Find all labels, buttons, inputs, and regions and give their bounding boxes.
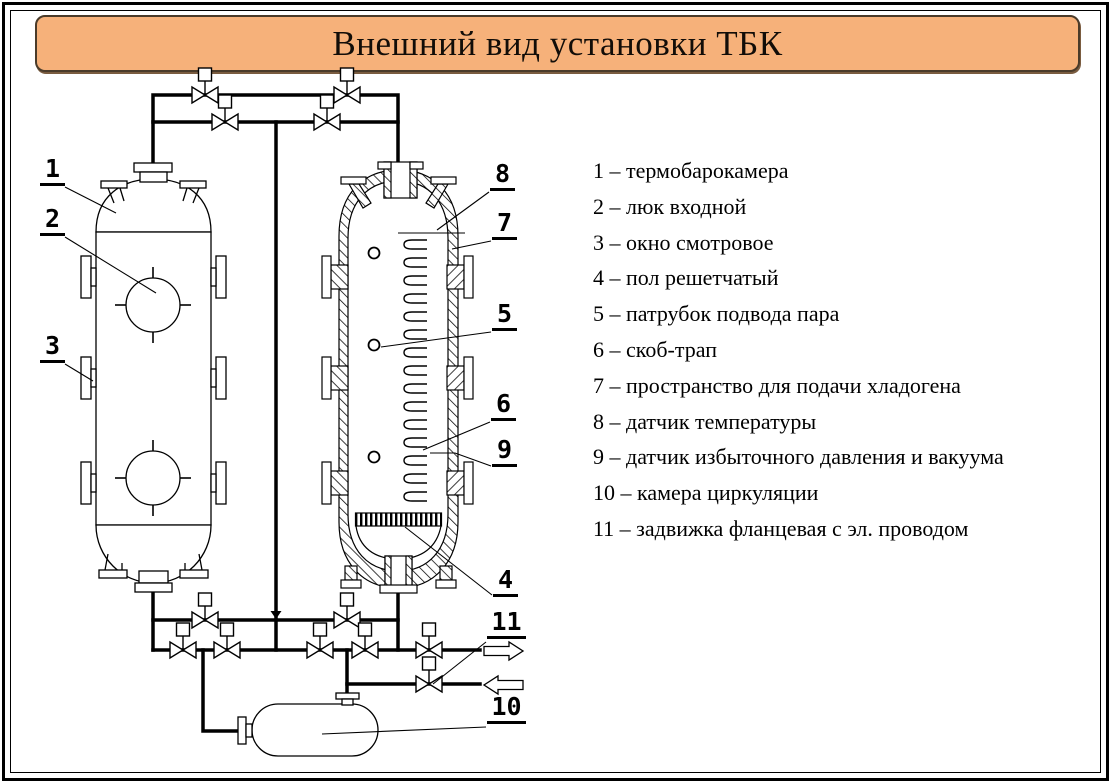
top-nozzle	[378, 162, 423, 198]
callout-5: 5	[492, 301, 517, 331]
outlet-arrow-icon	[484, 642, 523, 660]
viewing-window-flange	[211, 462, 226, 504]
flow-junction-arrow-icon	[271, 611, 282, 619]
callout-8: 8	[490, 161, 515, 191]
valve-icon	[334, 593, 360, 628]
callout-4: 4	[493, 567, 518, 597]
pressure-sensor-port	[369, 452, 380, 463]
valve-icon	[416, 623, 442, 658]
legend-item: 9 – датчик избыточного давления и вакуума	[593, 444, 1004, 470]
legend-item: 1 – термобарокамера	[593, 158, 789, 183]
viewing-window-flange	[211, 256, 226, 298]
legend-item: 10 – камера циркуляции	[593, 480, 819, 506]
viewing-window-flange	[81, 462, 96, 504]
viewing-window-flange	[211, 357, 226, 399]
callout-10: 10	[487, 694, 526, 724]
legend-item: 8 – датчик температуры	[593, 408, 817, 434]
callout-7: 7	[492, 210, 517, 240]
valve-icon	[352, 623, 378, 658]
valve-icon	[307, 623, 333, 658]
viewing-window-flange	[81, 256, 96, 298]
thermo-baro-chamber	[81, 163, 226, 592]
legend-item: 7 – пространство для подачи хладогена	[593, 372, 961, 398]
valve-icon	[192, 593, 218, 628]
callout-3: 3	[40, 333, 65, 363]
bottom-nozzle	[380, 556, 417, 593]
callout-11: 11	[487, 609, 526, 639]
valve-icon	[334, 68, 360, 103]
steam-inlet-port	[369, 340, 380, 351]
callout-2: 2	[40, 206, 65, 236]
callout-9: 9	[492, 437, 517, 467]
legend-item: 5 – патрубок подвода пара	[593, 301, 840, 327]
callout-1: 1	[40, 156, 65, 186]
callout-6: 6	[491, 391, 516, 421]
legend-item: 4 – пол решетчатый	[593, 265, 779, 291]
sensor-port	[369, 248, 380, 259]
valve-icon	[416, 657, 442, 692]
legend-item: 2 – люк входной	[593, 193, 747, 219]
jacketed-chamber	[322, 162, 473, 593]
legend-item: 6 – скоб-трап	[593, 336, 717, 362]
circulation-tank	[238, 693, 378, 756]
ladder-rungs	[404, 240, 427, 501]
valve-icon	[192, 68, 218, 103]
legend-item: 11 – задвижка фланцевая с эл. проводом	[593, 515, 969, 541]
page-title: Внешний вид установки ТБК	[332, 23, 783, 63]
legend-item: 3 – окно смотровое	[593, 229, 774, 255]
legend	[593, 153, 1004, 547]
grated-floor	[356, 513, 442, 559]
